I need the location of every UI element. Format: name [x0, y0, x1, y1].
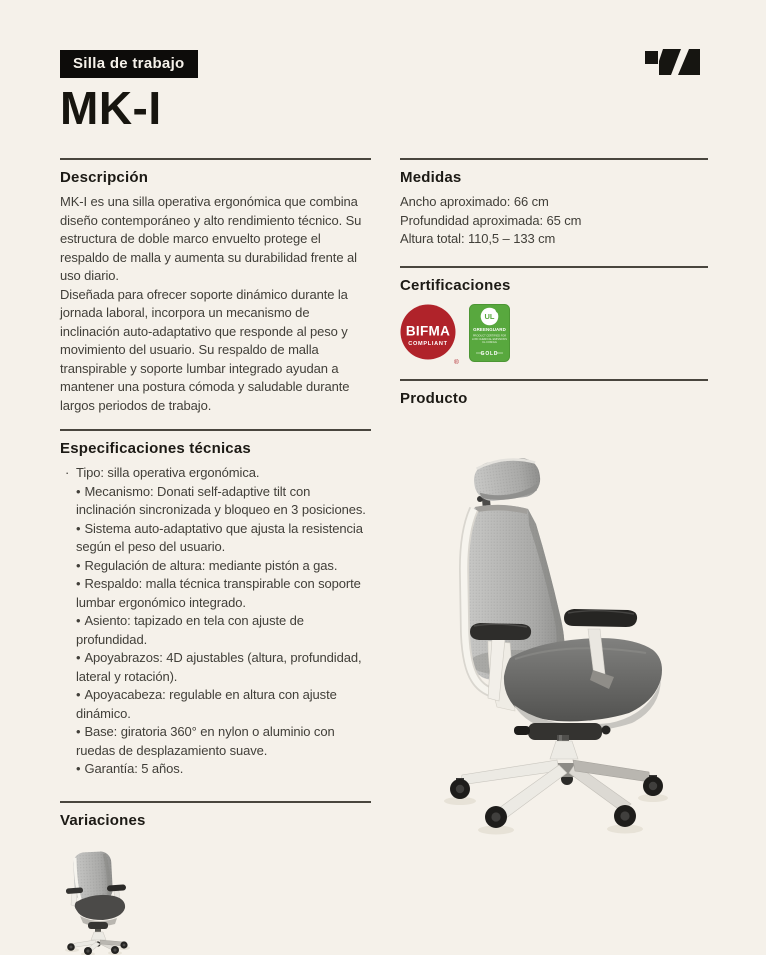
- variation-chair-photo: [62, 845, 172, 955]
- spec-item: • Regulación de altura: mediante pistón a gas.: [76, 557, 338, 573]
- svg-text:COMPLIANT: COMPLIANT: [408, 340, 448, 347]
- spec-item: · Tipo: silla operativa ergonómica.: [65, 465, 260, 480]
- svg-text:LOW CHEMICAL EMISSIONS: LOW CHEMICAL EMISSIONS: [471, 337, 508, 341]
- spec-item: • Apoyabrazos: 4D ajustables (altura, profundidad, lateral y rotación).: [76, 650, 362, 684]
- variations-section: [60, 801, 371, 955]
- description-paragraph: MK-I es una silla operativa ergonómica que combina diseño contemporáneo y alto rendimiento técnico. Su estructura de doble marco envuelto protege el respaldo de malla y aumenta su durabilidad frente al uso diario.: [60, 194, 362, 283]
- product-photo: [418, 427, 708, 847]
- spec-item: • Sistema auto-adaptativo que ajusta la resistencia según el peso del usuario.: [76, 520, 363, 554]
- spec-item: • Mecanismo: Donati self-adaptive tilt con inclinación sincronizada y bloqueo en 3 posiciones.: [76, 483, 366, 517]
- medida-height: Altura total: 110,5 – 133 cm: [400, 231, 556, 246]
- specs-section: [60, 429, 371, 779]
- section-divider: [60, 801, 371, 803]
- producto-heading: Producto: [400, 389, 468, 407]
- description-paragraph: Diseñada para ofrecer soporte dinámico durante la jornada laboral, incorpora un mecanismo de inclinación auto-adaptativo que responde al peso y movimiento del usuario. Su respaldo de malla transpirable y soporte lumbar integrado ayudan a mantener una postura cómoda y saludable durante largos periodos de trabajo.: [60, 286, 350, 413]
- greenguard-badge-icon: [469, 304, 510, 362]
- variations-heading: Variaciones: [60, 811, 146, 829]
- left-column: [60, 158, 371, 955]
- svg-text:UL: UL: [484, 311, 495, 321]
- variation-thumbnail: [62, 845, 371, 955]
- spec-item: • Asiento: tapizado en tela con ajuste de profundidad.: [76, 613, 304, 647]
- spec-item: • Base: giratoria 360° en nylon o aluminio con ruedas de desplazamiento suave.: [76, 724, 335, 758]
- svg-text:BIFMA: BIFMA: [405, 323, 451, 338]
- medida-width: Ancho aproximado: 66 cm: [400, 194, 549, 209]
- section-divider: [400, 379, 708, 381]
- svg-text:PRODUCT CERTIFIED FOR: PRODUCT CERTIFIED FOR: [472, 334, 507, 337]
- certifications-heading: Certificaciones: [400, 276, 511, 294]
- spec-item: • Garantía: 5 años.: [76, 761, 184, 776]
- svg-text:GREENGUARD: GREENGUARD: [473, 326, 506, 332]
- product-chair-photo: [418, 427, 718, 847]
- page-title: MK-I: [60, 82, 162, 134]
- spec-item: • Apoyacabeza: regulable en altura con ajuste dinámico.: [76, 687, 337, 721]
- specs-heading: Especificaciones técnicas: [60, 440, 251, 457]
- brand-logo-icon: [645, 49, 705, 76]
- section-divider: [400, 266, 708, 268]
- description-heading: Descripción: [60, 169, 149, 186]
- certifications-section: [400, 266, 708, 366]
- svg-text:UL.COM/GG: UL.COM/GG: [482, 340, 497, 344]
- spec-item: • Respaldo: malla técnica transpirable con soporte lumbar ergonómico integrado.: [76, 576, 361, 610]
- header: [0, 0, 766, 134]
- medidas-section: [400, 158, 708, 249]
- medidas-list: [400, 193, 708, 249]
- svg-text:®: ®: [454, 358, 459, 366]
- section-divider: [60, 429, 371, 431]
- description-section: [60, 158, 371, 415]
- category-badge: Silla de trabajo: [60, 50, 198, 78]
- certification-badges: [400, 304, 708, 366]
- producto-section: [400, 379, 708, 847]
- medidas-heading: Medidas: [400, 169, 462, 186]
- svg-text:GOLD: GOLD: [480, 350, 499, 357]
- section-divider: [400, 158, 708, 160]
- right-column: [400, 158, 708, 955]
- medida-depth: Profundidad aproximada: 65 cm: [400, 212, 582, 228]
- section-divider: [60, 158, 371, 160]
- content-columns: [0, 158, 766, 955]
- bifma-badge-icon: [400, 304, 461, 366]
